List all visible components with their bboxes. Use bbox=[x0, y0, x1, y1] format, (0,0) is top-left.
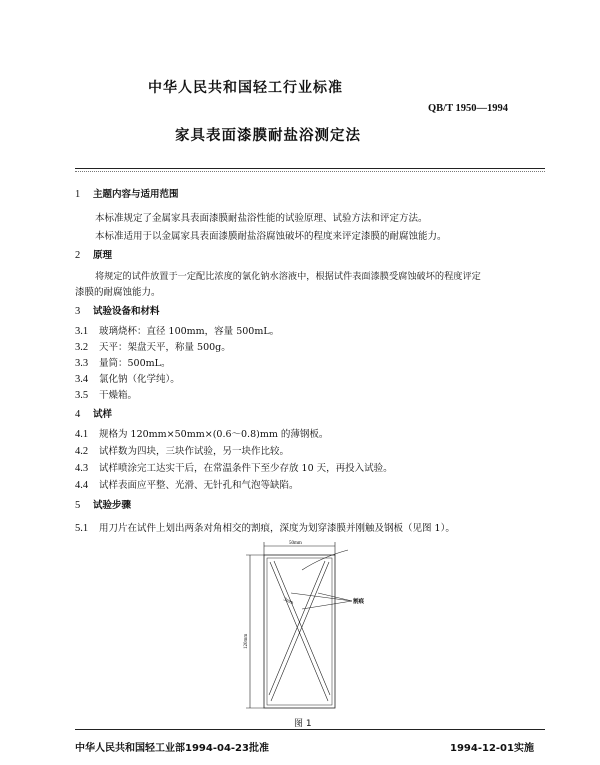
scratch-line-2b bbox=[269, 561, 325, 695]
width-label: 50mm bbox=[289, 541, 302, 546]
item-number: 5.1 bbox=[75, 523, 89, 534]
item-text: 氯化钠（化学纯）。 bbox=[99, 374, 180, 385]
item-number: 3.5 bbox=[75, 390, 89, 401]
document-title: 家具表面漆膜耐盐浴测定法 bbox=[175, 128, 361, 144]
section-3-title: 试验设备和材料 bbox=[93, 306, 160, 317]
section-4-title: 试样 bbox=[93, 409, 113, 420]
issuing-organization: 中华人民共和国轻工行业标准 bbox=[148, 80, 343, 96]
approval-statement: 中华人民共和国轻工业部1994-04-23批准 bbox=[75, 743, 269, 754]
header-rule-thin bbox=[75, 171, 545, 172]
specimen-plate-inner-outline bbox=[267, 558, 332, 705]
section-1-heading bbox=[75, 186, 179, 200]
scratch-line-1b bbox=[274, 561, 330, 695]
section-2-paragraph-line-1: 将规定的试件放置于一定配比浓度的氯化钠水溶液中，根据试件表面漆膜受腐蚀破坏的程度评定 bbox=[95, 271, 481, 282]
footer-rule bbox=[75, 729, 545, 730]
standard-code: QB/T 1950—1994 bbox=[428, 103, 509, 114]
scratch-line-1a bbox=[270, 562, 328, 701]
section-2-number: 2 bbox=[75, 250, 81, 261]
section-1-paragraph-1: 本标准规定了金属家具表面漆膜耐盐浴性能的试验原理、试验方法和评定方法。 bbox=[95, 213, 428, 224]
section-3-item bbox=[75, 339, 231, 353]
item-number: 3.4 bbox=[75, 374, 89, 385]
section-5-item bbox=[75, 520, 455, 534]
item-number: 4.1 bbox=[75, 429, 89, 440]
section-4-item bbox=[75, 460, 393, 474]
item-text: 试样表面应平整、光滑、无针孔和气泡等缺陷。 bbox=[99, 480, 299, 491]
item-text: 试样数为四块，三块作试验，另一块作比较。 bbox=[99, 446, 290, 457]
leader-line-1 bbox=[291, 593, 352, 601]
item-text: 试样喷涂完工达实干后，在常温条件下至少存放 10 天，再投入试验。 bbox=[99, 463, 393, 474]
implementation-date: 1994-12-01实施 bbox=[450, 743, 534, 754]
section-3-item bbox=[75, 323, 279, 337]
section-4-heading bbox=[75, 406, 112, 420]
item-text: 规格为 120mm×50mm×(0.6～0.8)mm 的薄钢板。 bbox=[99, 429, 329, 440]
section-1-number: 1 bbox=[75, 189, 81, 200]
section-3-item bbox=[75, 371, 180, 385]
section-4-item bbox=[75, 443, 289, 457]
item-text: 用刀片在试件上划出两条对角相交的割痕，深度为划穿漆膜并刚触及钢板（见图 1）。 bbox=[99, 523, 455, 534]
scratch-line-2a bbox=[271, 562, 329, 701]
section-4-item bbox=[75, 477, 299, 491]
section-5-number: 5 bbox=[75, 500, 81, 511]
section-4-item bbox=[75, 426, 328, 440]
section-2-title: 原理 bbox=[93, 250, 113, 261]
section-3-item bbox=[75, 355, 170, 369]
scratch-label: 割痕 bbox=[353, 599, 365, 605]
leader-line-2 bbox=[302, 601, 352, 609]
section-3-heading bbox=[75, 303, 160, 317]
item-number: 4.3 bbox=[75, 463, 89, 474]
item-number: 3.3 bbox=[75, 358, 89, 369]
item-number: 4.4 bbox=[75, 480, 89, 491]
item-number: 3.1 bbox=[75, 326, 89, 337]
section-3-number: 3 bbox=[75, 306, 81, 317]
section-5-title: 试验步骤 bbox=[93, 500, 132, 511]
leader-line-top bbox=[302, 550, 348, 570]
section-2-heading bbox=[75, 247, 112, 261]
item-number: 3.2 bbox=[75, 342, 89, 353]
section-1-title: 主题内容与适用范围 bbox=[93, 189, 179, 200]
item-text: 干燥箱。 bbox=[99, 390, 138, 401]
item-number: 4.2 bbox=[75, 446, 89, 457]
section-4-number: 4 bbox=[75, 409, 81, 420]
figure-1-specimen-diagram bbox=[230, 535, 390, 735]
section-3-item bbox=[75, 387, 137, 401]
section-5-heading bbox=[75, 497, 131, 511]
item-text: 量筒：500mL。 bbox=[99, 358, 171, 369]
height-label: 120mm bbox=[244, 633, 249, 649]
section-2-paragraph-line-2: 漆膜的耐腐蚀能力。 bbox=[75, 287, 161, 298]
offset-label: 3mm bbox=[282, 597, 294, 607]
figure-1-caption: 图 1 bbox=[294, 719, 312, 729]
header-rule bbox=[75, 168, 545, 169]
section-1-paragraph-2: 本标准适用于以金属家具表面漆膜耐盐浴腐蚀破坏的程度来评定漆膜的耐腐蚀能力。 bbox=[95, 231, 447, 242]
specimen-plate-outline bbox=[264, 555, 335, 708]
item-text: 玻璃烧杯：直径 100mm，容量 500mL。 bbox=[99, 326, 280, 337]
item-text: 天平：架盘天平，称量 500g。 bbox=[99, 342, 231, 353]
